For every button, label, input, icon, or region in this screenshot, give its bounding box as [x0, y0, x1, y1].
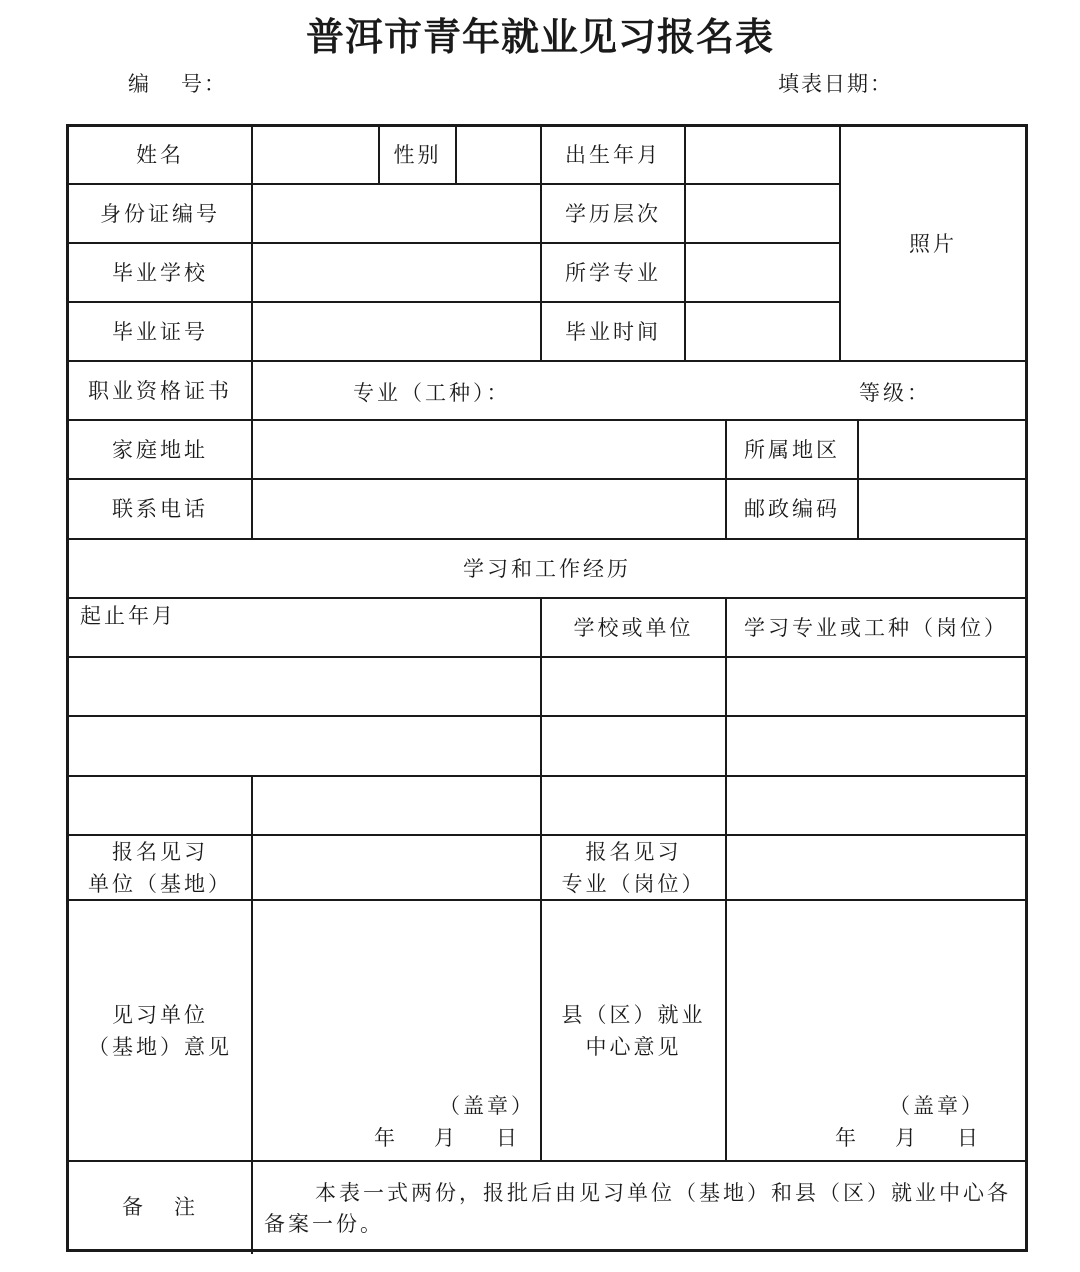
- certificate-number-field[interactable]: [253, 303, 540, 360]
- school-field[interactable]: [253, 244, 540, 301]
- remarks-label: 备 注: [122, 1195, 198, 1219]
- history-row-3-unit[interactable]: [542, 777, 725, 834]
- center-date-year: 年: [835, 1126, 859, 1150]
- history-row-1-major[interactable]: [727, 658, 1025, 715]
- id-number-field[interactable]: [253, 185, 540, 242]
- apply-post-label: 报名见习 专业（岗位）: [561, 839, 706, 896]
- education-label: 学历层次: [565, 201, 661, 226]
- unit-date-month: 月: [434, 1126, 458, 1150]
- graduation-time-field[interactable]: [686, 303, 839, 360]
- history-unit-header: 学校或单位: [573, 615, 694, 640]
- fill-date-label: 填表日期：: [778, 72, 893, 96]
- graduation-time-label: 毕业时间: [565, 319, 661, 344]
- gender-field[interactable]: [457, 127, 540, 183]
- region-field[interactable]: [859, 421, 1025, 478]
- history-major-header: 学习专业或工种（岗位）: [744, 615, 1008, 640]
- birth-date-label: 出生年月: [565, 143, 661, 167]
- school-label: 毕业学校: [112, 260, 208, 285]
- serial-number-label: 编 号：: [128, 72, 227, 96]
- history-row-1-unit[interactable]: [542, 658, 725, 715]
- qualification-label: 职业资格证书: [88, 378, 232, 403]
- history-row-3-major[interactable]: [727, 777, 1025, 834]
- center-opinion-label: 县（区）就业 中心意见: [561, 1002, 706, 1059]
- id-number-label: 身份证编号: [100, 201, 220, 226]
- major-field[interactable]: [686, 244, 839, 301]
- remarks-text-line2: 备案一份。: [264, 1212, 384, 1236]
- history-row-3-extra[interactable]: [253, 777, 540, 834]
- history-period-header: 起止年月: [80, 604, 176, 628]
- postcode-field[interactable]: [859, 480, 1025, 538]
- name-field[interactable]: [253, 127, 378, 183]
- unit-date-year: 年: [374, 1126, 398, 1150]
- history-section-title: 学习和工作经历: [463, 556, 631, 581]
- history-row-2-period[interactable]: [69, 717, 540, 775]
- apply-post-field[interactable]: [727, 836, 1025, 899]
- registration-form: [66, 124, 1028, 1252]
- qualification-specialty-label: 专业（工种）：: [353, 381, 511, 405]
- qualification-level-label: 等级：: [859, 381, 931, 405]
- form-title: 普洱市青年就业见习报名表: [305, 15, 774, 59]
- unit-date-day: 日: [496, 1126, 520, 1150]
- remarks-text-line1: 本表一式两份，报批后由见习单位（基地）和县（区）就业中心各: [315, 1181, 1011, 1205]
- birth-date-field[interactable]: [686, 127, 839, 183]
- gender-label: 性别: [393, 143, 442, 167]
- major-label: 所学专业: [565, 260, 661, 285]
- qualification-specialty-field[interactable]: [539, 362, 839, 419]
- center-seal-label: （盖章）: [889, 1094, 985, 1118]
- name-label: 姓名: [136, 143, 184, 167]
- address-label: 家庭地址: [112, 437, 208, 462]
- certificate-number-label: 毕业证号: [112, 319, 208, 344]
- address-field[interactable]: [253, 421, 725, 478]
- unit-seal-label: （盖章）: [439, 1094, 535, 1118]
- apply-unit-label: 报名见习 单位（基地）: [88, 839, 232, 896]
- history-row-2-unit[interactable]: [542, 717, 725, 775]
- center-date-month: 月: [895, 1126, 919, 1150]
- qualification-level-field[interactable]: [931, 362, 1021, 419]
- postcode-label: 邮政编码: [744, 497, 840, 521]
- center-date-day: 日: [957, 1126, 981, 1150]
- history-row-3-period[interactable]: [69, 777, 251, 834]
- history-row-2-major[interactable]: [727, 717, 1025, 775]
- photo-box[interactable]: 照片: [909, 231, 957, 256]
- education-field[interactable]: [686, 185, 839, 242]
- history-row-1-period[interactable]: [69, 658, 540, 715]
- region-label: 所属地区: [744, 437, 840, 462]
- phone-field[interactable]: [253, 480, 725, 538]
- unit-opinion-label: 见习单位 （基地）意见: [88, 1002, 232, 1059]
- phone-label: 联系电话: [112, 497, 208, 521]
- apply-unit-field[interactable]: [253, 836, 540, 899]
